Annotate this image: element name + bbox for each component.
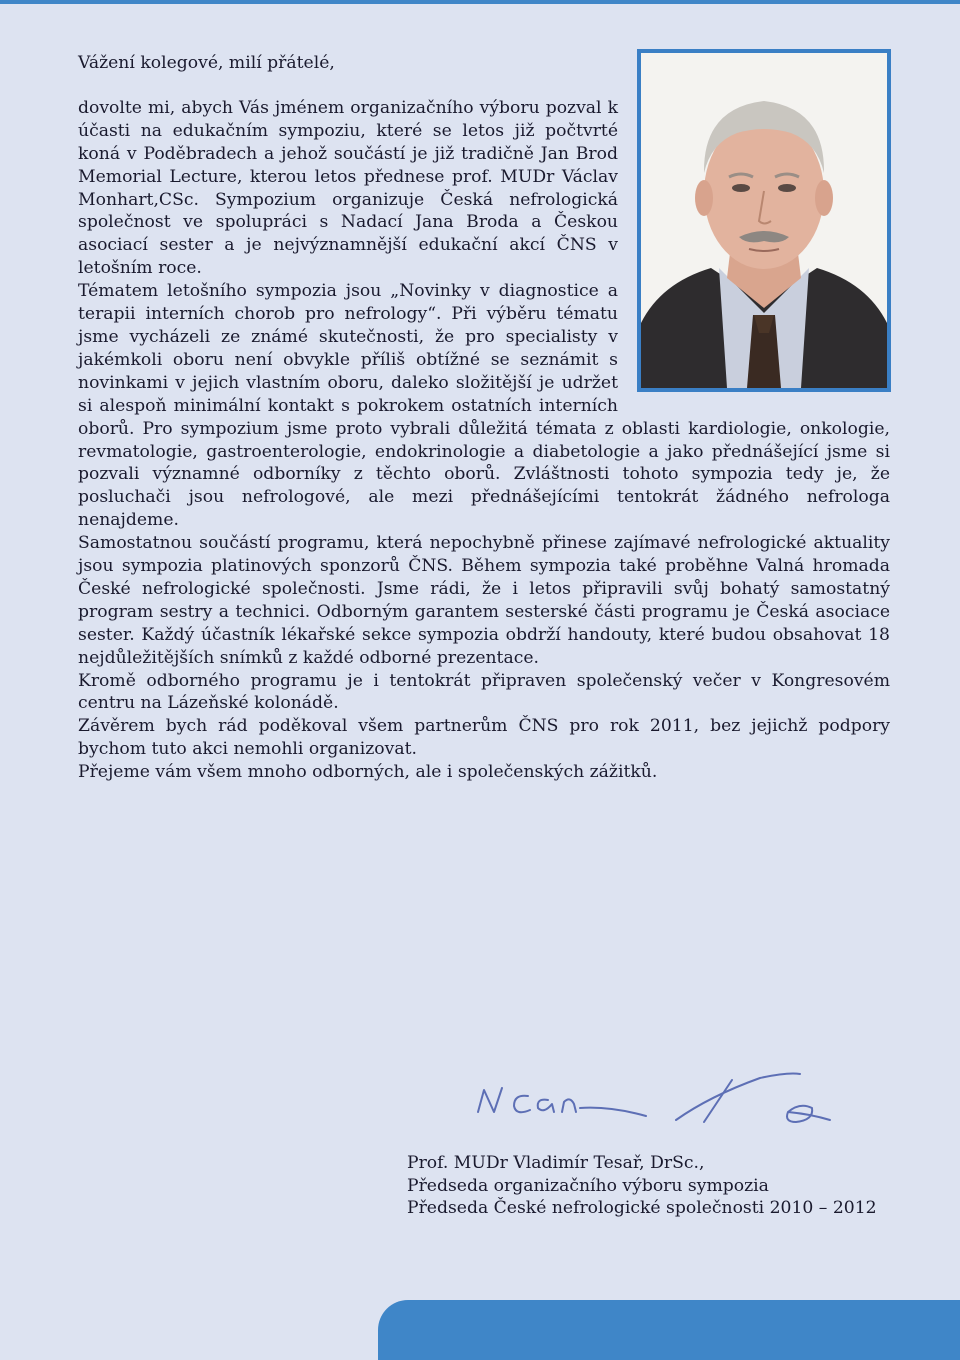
handwritten-signature bbox=[470, 1068, 840, 1138]
top-accent-bar bbox=[0, 0, 960, 4]
bottom-accent-tab bbox=[378, 1300, 960, 1360]
paragraph-social-evening: Kromě odborného programu je i tentokrát připraven společenský večer v Kongresovém centru na Lázeňské kolonádě. bbox=[78, 670, 890, 714]
salutation: Vážení kolegové, milí přátelé, bbox=[78, 53, 335, 73]
paragraph-thanks: Závěrem bych rád poděkoval všem partnerům ČNS pro rok 2011, bez jejichž podpory bychom tuto akci nemohli organizovat. bbox=[78, 716, 890, 760]
paragraph-topic: Tématem letošního sympozia jsou „Novinky v diagnostice a terapii interních chorob pro nefrology“. Při výběru tématu jsme vycházeli ze známé skutečnosti, že pro specialisty v jakémkoli oboru není obvykle příliš obtížné se seznámit s novinkami v jejich vlastním oboru, daleko složitější je udržet si alespoň minimální kontakt s pokrokem ostatních interních oborů. Pro sympozium jsme proto vybrali důležitá témata z oblasti kardiologie, onkologie, revmatologie, gastroenterologie, endokrinologie a diabetologie a jako přednášející jsme si pozvali významné odborníky z těchto oborů. Zvláštnosti tohoto sympozia tedy je, že posluchači jsou nefrologové, ale mezi přednášejícími tentokrát žádného nefrologa nenajdeme. bbox=[78, 281, 890, 531]
signature-block bbox=[407, 1152, 877, 1220]
signatory-name: Prof. MUDr Vladimír Tesař, DrSc., bbox=[407, 1153, 705, 1173]
paragraph-program: Samostatnou součástí programu, která nepochybně přinese zajímavé nefrologické aktuality jsou sympozia platinových sponzorů ČNS. Během sympozia také proběhne Valná hromada České nefrologické společnosti. Jsme rádi, že i letos připravili svůj bohatý samostatný program sestry a technici. Odborným garantem sesterské části programu je Česká asociace sester. Každý účastník lékařské sekce sympozia obdrží handouty, které budou obsahovat 18 nejdůležitějších snímků z každé odborné prezentace. bbox=[78, 533, 890, 668]
signatory-role-society: Předseda České nefrologické společnosti 2010 – 2012 bbox=[407, 1198, 877, 1218]
paragraph-closing: Přejeme vám všem mnoho odborných, ale i společenských zážitků. bbox=[78, 762, 658, 783]
signatory-role-committee: Předseda organizačního výboru sympozia bbox=[407, 1175, 769, 1196]
paragraph-intro: dovolte mi, abych Vás jménem organizačního výboru pozval k účasti na edukačním sympoziu, které se letos již počtvrté koná v Poděbradech a jehož součástí je již tradičně Jan Brod Memorial Lecture, kterou letos přednese prof. MUDr Václav Monhart,CSc. Sympozium organizuje Česká nefrologická společnost ve spolupráci s Nadací Jana Broda a Českou asociací sester a je nejvýznamnější edukační akcí ČNS v letošním roce. bbox=[78, 97, 618, 279]
letter-body bbox=[78, 52, 890, 784]
portrait-text-wrap-space bbox=[618, 44, 890, 396]
